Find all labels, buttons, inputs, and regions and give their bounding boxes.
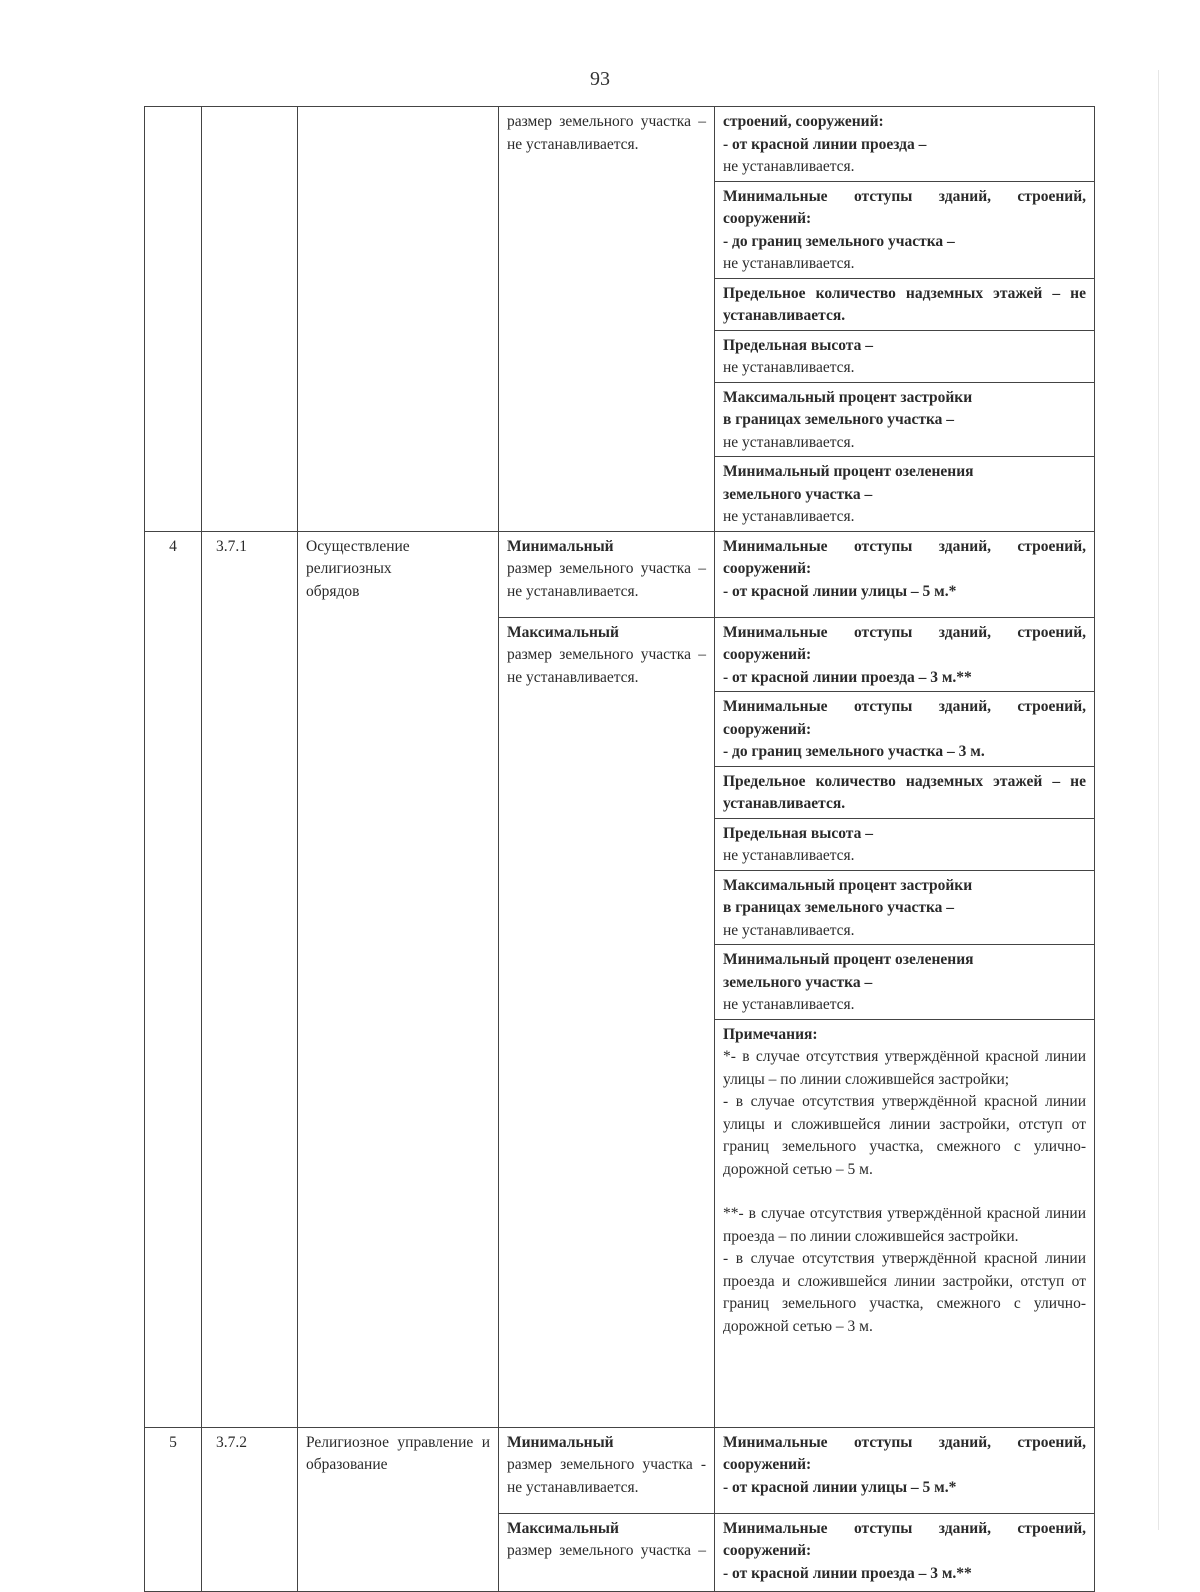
size-line: размер земельного участка –: [507, 560, 706, 577]
param-heading: Минимальные отступы зданий, строений, сооружений:: [723, 698, 1086, 738]
param-line: земельного участка –: [723, 973, 873, 991]
param-line: - от красной линии проезда – 3 м.**: [723, 668, 972, 686]
param-line: Предельная высота –: [723, 336, 873, 354]
param-cell: [715, 531, 1095, 617]
param-cell: [715, 1513, 1095, 1591]
activity-name: Религиозное управление и образование: [306, 1433, 490, 1473]
page-number: 93: [590, 68, 610, 90]
plot-size-cell: [499, 531, 715, 617]
plot-size-cell: [499, 1513, 715, 1591]
notes-cell: [715, 1019, 1095, 1427]
size-heading: Максимальный: [507, 623, 619, 641]
param-line: строений, сооружений:: [723, 113, 884, 130]
param-line: не устанавливается.: [723, 359, 855, 376]
param-cell: [715, 181, 1095, 278]
param-line: - от красной линии улицы – 5 м.*: [723, 582, 957, 600]
size-line: не устанавливается.: [507, 582, 639, 600]
activity-name: Осуществление религиозных обрядов: [306, 537, 410, 600]
param-line: Минимальный процент озеленения: [723, 463, 974, 480]
name-cell: [298, 107, 499, 532]
param-line: Предельное количество надземных этажей – не устанавливается.: [723, 284, 1086, 324]
size-line: размер земельного участка –: [507, 646, 706, 663]
table-row: [145, 107, 1095, 182]
size-line: размер земельного участка -: [507, 1456, 706, 1473]
param-cell: [715, 818, 1095, 870]
param-line: - от красной линии проезда –: [723, 135, 927, 153]
param-line: - до границ земельного участка – 3 м.: [723, 743, 985, 760]
param-heading: Минимальные отступы зданий, строений, сооружений:: [723, 1519, 1086, 1559]
notes-title: Примечания:: [723, 1025, 818, 1043]
size-heading: Максимальный: [507, 1519, 619, 1537]
param-heading: Предельное количество надземных этажей – не устанавливается.: [723, 772, 1086, 812]
param-line: Максимальный процент застройки: [723, 388, 973, 406]
param-line: не устанавливается.: [723, 158, 855, 175]
size-line: размер земельного участка –: [507, 113, 706, 130]
note-paragraph: - в случае отсутствия утверждённой красной линии проезда и сложившейся линии застройки, отступ от границ земельного участка, смежного с улично-дорожной сетью – 3 м.: [723, 1250, 1086, 1335]
name-cell: [298, 531, 499, 1427]
code-cell: [202, 107, 298, 532]
param-line: земельного участка –: [723, 485, 873, 503]
param-cell: [715, 278, 1095, 330]
param-line: Минимальные отступы зданий, строений, сооружений:: [723, 187, 1086, 227]
size-line: не устанавливается.: [507, 135, 639, 153]
param-line: в границах земельного участка –: [723, 411, 955, 428]
param-heading: Минимальные отступы зданий, строений, сооружений:: [723, 623, 1086, 663]
scan-edge-line: [1158, 70, 1159, 1530]
param-line: не устанавливается.: [723, 255, 855, 272]
plot-size-cell: [499, 107, 715, 532]
param-cell: [715, 107, 1095, 182]
param-line: не устанавливается.: [723, 847, 855, 864]
size-line: не устанавливается.: [507, 1478, 639, 1496]
param-line: не устанавливается.: [723, 433, 855, 451]
table-row: [145, 531, 1095, 617]
plot-size-cell: [499, 617, 715, 1427]
param-cell: [715, 617, 1095, 692]
note-spacer: [723, 1181, 1086, 1203]
code-cell: 3.7.1: [202, 531, 298, 1427]
param-heading: Минимальные отступы зданий, строений, сооружений:: [723, 1433, 1086, 1473]
param-cell: [715, 945, 1095, 1020]
param-cell: [715, 870, 1095, 945]
param-cell: [715, 330, 1095, 382]
param-line: - от красной линии проезда – 3 м.**: [723, 1564, 972, 1582]
note-paragraph: *- в случае отсутствия утверждённой красной линии улицы – по линии сложившейся застройки;: [723, 1048, 1086, 1088]
param-heading: Минимальные отступы зданий, строений, сооружений:: [723, 537, 1086, 577]
param-line: не устанавливается.: [723, 508, 855, 525]
row-number-cell: [145, 107, 202, 532]
param-heading: Предельная высота –: [723, 824, 873, 842]
zoning-regulations-table: [144, 106, 1095, 1592]
param-line: не устанавливается.: [723, 996, 855, 1013]
param-cell: [715, 1427, 1095, 1513]
param-line: в границах земельного участка –: [723, 899, 955, 916]
param-cell: [715, 457, 1095, 532]
param-line: - до границ земельного участка –: [723, 232, 955, 250]
param-line: - от красной линии улицы – 5 м.*: [723, 1478, 957, 1496]
table-row: [145, 1427, 1095, 1513]
size-line: не устанавливается.: [507, 668, 639, 686]
name-cell: [298, 1427, 499, 1591]
param-cell: [715, 766, 1095, 818]
size-heading: Минимальный: [507, 537, 614, 555]
param-cell: [715, 692, 1095, 767]
plot-size-cell: [499, 1427, 715, 1513]
code-cell: 3.7.2: [202, 1427, 298, 1591]
row-number-cell: 5: [145, 1427, 202, 1591]
param-line: не устанавливается.: [723, 921, 855, 939]
param-heading: Минимальный процент озеленения: [723, 951, 974, 968]
row-number-cell: 4: [145, 531, 202, 1427]
note-paragraph: **- в случае отсутствия утверждённой красной линии проезда – по линии сложившейся застройки.: [723, 1205, 1086, 1245]
size-heading: Минимальный: [507, 1433, 614, 1451]
param-cell: [715, 382, 1095, 457]
note-paragraph: - в случае отсутствия утверждённой красной линии улицы и сложившейся линии застройки, отступ от границ земельного участка, смежного с улично-дорожной сетью – 5 м.: [723, 1093, 1086, 1178]
param-heading: Максимальный процент застройки: [723, 876, 973, 894]
size-line: размер земельного участка –: [507, 1542, 706, 1559]
